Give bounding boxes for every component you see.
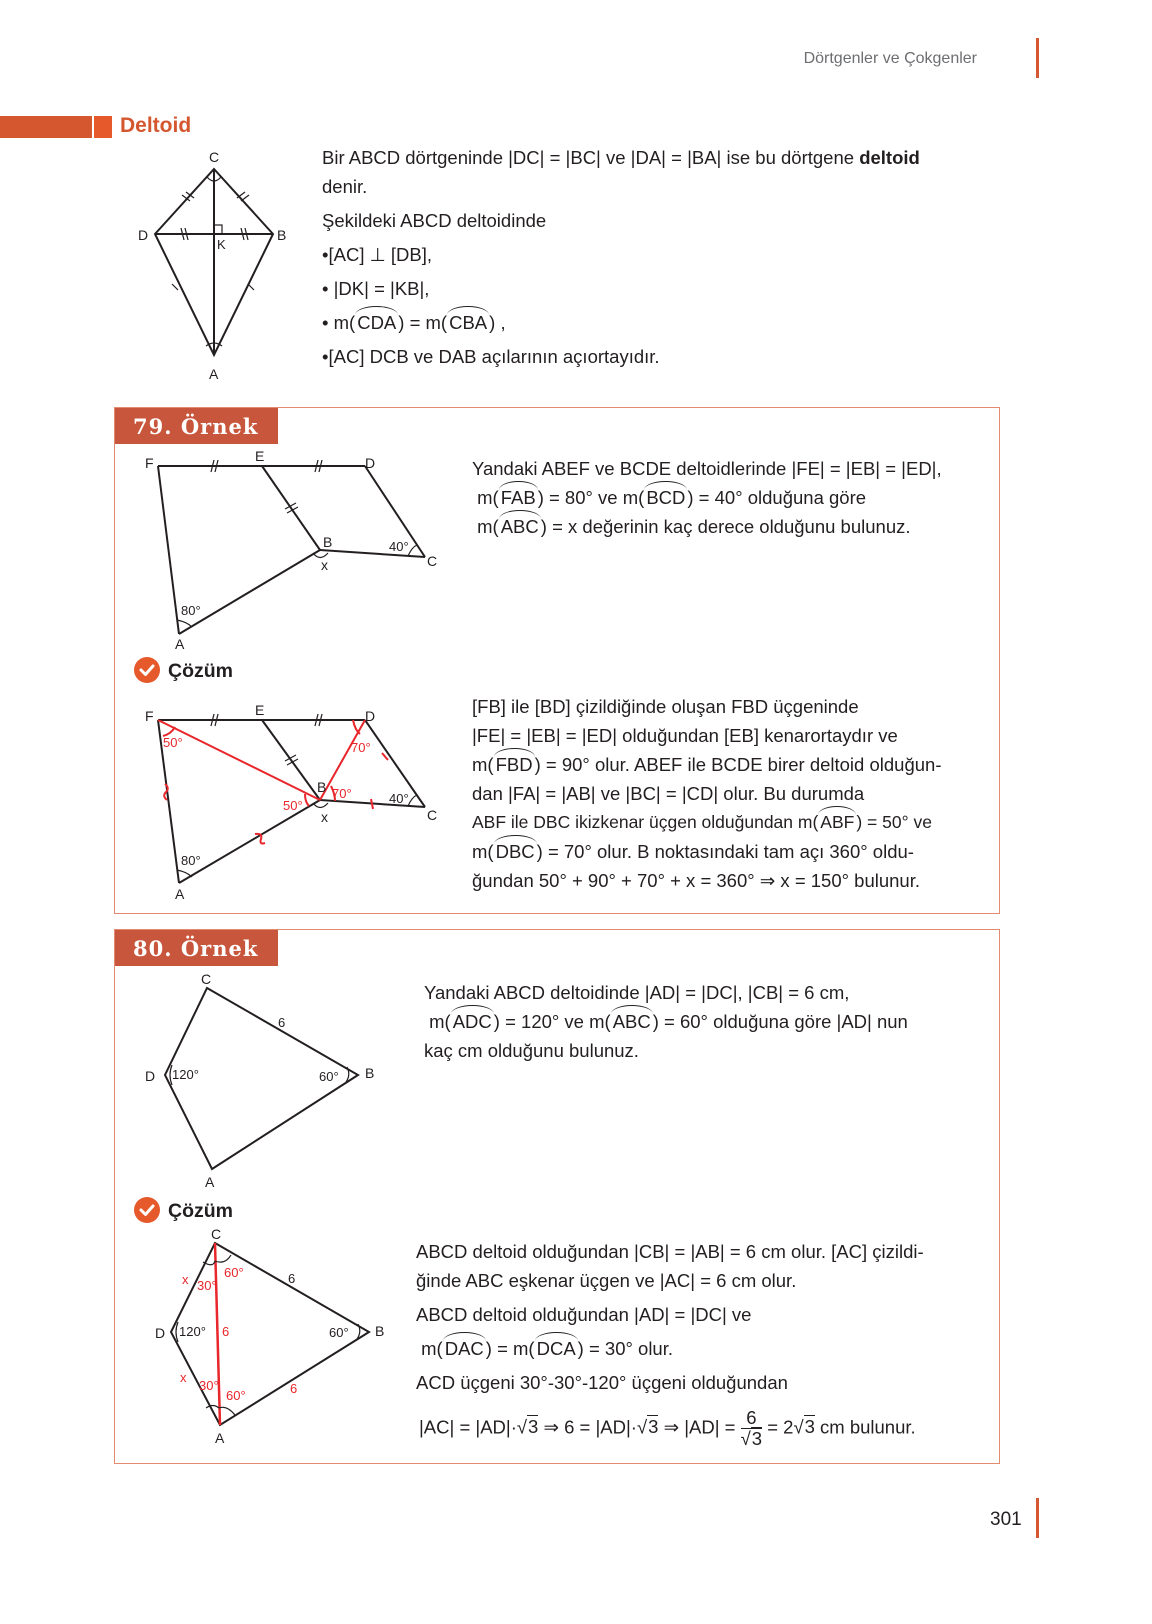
page-number: 301	[990, 1509, 1022, 1530]
ex79s-angle-70-b: 70°	[332, 786, 352, 801]
properties-intro: Şekildeki ABCD deltoidinde	[322, 210, 547, 231]
ex79s-label-x: x	[321, 809, 328, 825]
ex80-solution-line4: m( DAC ) = m( DCA ) = 30° olur.	[416, 1334, 984, 1363]
ex79-label-x: x	[321, 557, 328, 573]
ex80s-label-c: C	[211, 1226, 222, 1242]
ex80s-side-x-da: x	[180, 1370, 187, 1385]
label-a: A	[209, 366, 219, 382]
ex79s-label-c: C	[427, 807, 438, 823]
ex80-label-a: A	[205, 1174, 215, 1190]
sqrt-3-a: 3	[528, 1416, 539, 1438]
property-2: • |DK| = |KB|,	[322, 278, 430, 299]
ex79s-label-b: B	[317, 779, 327, 795]
ex79-solution-line4: dan |FA| = |AB| ve |BC| = |CD| olur. Bu durumda	[472, 783, 865, 804]
ex79-question-line3: m( ABC ) = x değerinin kaç derece olduğunu bulunuz.	[472, 512, 982, 541]
angle-abc: ABC	[499, 512, 541, 541]
angle-dbc: DBC	[494, 837, 537, 866]
ex80-solution-line5: ACD üçgeni 30°-30°-120° üçgeni olduğundan	[416, 1372, 788, 1393]
ex79s-angle-50-f: 50°	[163, 735, 183, 750]
ex79s-label-f: F	[145, 708, 154, 724]
ex79-label-f: F	[145, 455, 154, 471]
solution-check-icon	[134, 657, 160, 683]
angle-abc-80: ABC	[611, 1007, 653, 1036]
ex79-question-line2: m( FAB ) = 80° ve m( BCD ) = 40° olduğuna göre	[472, 483, 982, 512]
ex80-question-line2: m( ADC ) = 120° ve m( ABC ) = 60° olduğuna göre |AD| nun	[424, 1007, 982, 1036]
ex79-solution-line3: m( FBD ) = 90° olur. ABEF ile BCDE birer deltoid olduğun-	[472, 750, 982, 779]
definition-bold: deltoid	[859, 147, 920, 168]
ex80-solution-line1: ABCD deltoid olduğundan |CB| = |AB| = 6 cm olur. [AC] çizildi-	[416, 1241, 924, 1262]
angle-adc: ADC	[451, 1007, 494, 1036]
angle-dac: DAC	[443, 1334, 486, 1363]
ex79s-angle-80: 80°	[181, 853, 201, 868]
label-b: B	[277, 227, 287, 243]
ex80-side-6: 6	[278, 1015, 286, 1030]
ex79-question	[472, 454, 982, 541]
header-accent-bar	[1036, 38, 1039, 78]
ex80-figure	[135, 968, 395, 1198]
deltoid-definition	[322, 143, 998, 201]
ex80-angle-60: 60°	[319, 1069, 339, 1084]
ex80-question	[424, 978, 982, 1065]
ex79s-label-e: E	[255, 702, 265, 718]
ex80-final-equation: |AC| = |AD|·√3 ⇒ 6 = |AD|·√3 ⇒ |AD| = $\frac{6}{√3}$ = 2√3 cm bulunur.	[419, 1407, 916, 1449]
ex80s-side-x-dc: x	[182, 1272, 189, 1287]
deltoid-properties	[322, 206, 998, 371]
ex80s-side-6-cb: 6	[288, 1271, 296, 1286]
ex79-label-e: E	[255, 450, 265, 464]
angle-fbd: FBD	[494, 750, 535, 779]
ex80s-angle-60-b: 60°	[329, 1325, 349, 1340]
ex79s-label-d: D	[365, 708, 376, 724]
definition-text-2: denir.	[322, 176, 368, 197]
section-title: Deltoid	[120, 114, 192, 137]
page-number-bar	[1036, 1498, 1039, 1538]
ex80s-label-d: D	[155, 1325, 166, 1341]
ex80-solution-label: Çözüm	[168, 1200, 233, 1222]
ex80s-label-b: B	[375, 1323, 385, 1339]
ex80s-angle-120: 120°	[179, 1324, 206, 1339]
property-4: •[AC] DCB ve DAB açılarının açıortayıdır.	[322, 346, 660, 367]
example-79-tag: 79. Örnek	[115, 408, 278, 444]
ex79-angle-80: 80°	[181, 603, 201, 618]
section-marker	[94, 116, 112, 138]
ex79s-label-a: A	[175, 886, 185, 902]
section-band	[0, 116, 92, 138]
property-1: •[AC] ⊥ [DB],	[322, 244, 432, 265]
definition-text-1: Bir ABCD dörtgeninde |DC| = |BC| ve |DA| = |BA| ise bu dörtgene	[322, 147, 855, 168]
ex79-solution-figure	[135, 700, 455, 910]
ex80-angle-120: 120°	[172, 1067, 199, 1082]
angle-cba: CBA	[447, 308, 489, 337]
ex80-solution-figure	[135, 1225, 405, 1450]
ex79-solution	[472, 692, 982, 895]
fraction: $\frac{6}{√3}$	[740, 1407, 763, 1449]
ex79s-angle-50-b: 50°	[283, 798, 303, 813]
ex80-question-line3: kaç cm olduğunu bulunuz.	[424, 1040, 639, 1061]
ex80s-angle-30-c: 30°	[197, 1278, 217, 1293]
ex80-question-line1: Yandaki ABCD deltoidinde |AD| = |DC|, |CB| = 6 cm,	[424, 982, 850, 1003]
angle-dca: DCA	[535, 1334, 578, 1363]
label-k: K	[217, 237, 226, 252]
angle-abf: ABF	[818, 808, 856, 837]
ex79-solution-line5: ABF ile DBC ikizkenar üçgen olduğundan m( ABF ) = 50° ve	[472, 808, 982, 837]
ex80s-angle-60-c: 60°	[224, 1265, 244, 1280]
ex79-label-a: A	[175, 636, 185, 650]
ex80-solution-line3: ABCD deltoid olduğundan |AD| = |DC| ve	[416, 1304, 752, 1325]
running-title: Dörtgenler ve Çokgenler	[803, 50, 977, 67]
ex80-label-d: D	[145, 1068, 156, 1084]
ex80s-angle-30-a: 30°	[199, 1378, 219, 1393]
angle-cda: CDA	[355, 308, 398, 337]
ex80-solution	[416, 1237, 984, 1397]
ex80s-label-a: A	[215, 1430, 225, 1446]
ex79-figure	[135, 450, 455, 650]
ex79-question-line1: Yandaki ABEF ve BCDE deltoidlerinde |FE| = |EB| = |ED|,	[472, 458, 942, 479]
label-d: D	[138, 227, 149, 243]
ex79-solution-line6: m( DBC ) = 70° olur. B noktasındaki tam açı 360° oldu-	[472, 837, 982, 866]
example-80-tag: 80. Örnek	[115, 930, 278, 966]
ex79-solution-line1: [FB] ile [BD] çizildiğinde oluşan FBD üçgeninde	[472, 696, 859, 717]
deltoid-figure	[130, 145, 300, 390]
sqrt-3-c: 3	[804, 1416, 815, 1438]
ex79s-angle-70-d: 70°	[351, 740, 371, 755]
ex79-solution-label: Çözüm	[168, 660, 233, 682]
ex80-label-b: B	[365, 1065, 375, 1081]
label-c: C	[209, 149, 220, 165]
ex79-angle-40: 40°	[389, 539, 409, 554]
angle-fab: FAB	[499, 483, 538, 512]
ex80-solution-line2: ğinde ABC eşkenar üçgen ve |AC| = 6 cm olur.	[416, 1270, 797, 1291]
ex79-label-d: D	[365, 455, 376, 471]
solution-check-icon	[134, 1197, 160, 1223]
sqrt-3-b: 3	[648, 1416, 659, 1438]
ex80s-side-6-ac: 6	[222, 1324, 230, 1339]
ex80s-side-6-ab: 6	[290, 1381, 298, 1396]
property-3: • m( CDA ) = m( CBA ) ,	[322, 308, 998, 337]
ex79-label-b: B	[323, 534, 333, 550]
angle-bcd: BCD	[644, 483, 687, 512]
ex79-solution-line2: |FE| = |EB| = |ED| olduğundan [EB] kenarortaydır ve	[472, 725, 898, 746]
ex80s-angle-60-a: 60°	[226, 1388, 246, 1403]
ex79-solution-line7: ğundan 50° + 90° + 70° + x = 360° ⇒ x = 150° bulunur.	[472, 870, 921, 891]
ex80-label-c: C	[201, 971, 212, 987]
ex79s-angle-40: 40°	[389, 791, 409, 806]
ex79-label-c: C	[427, 553, 438, 569]
